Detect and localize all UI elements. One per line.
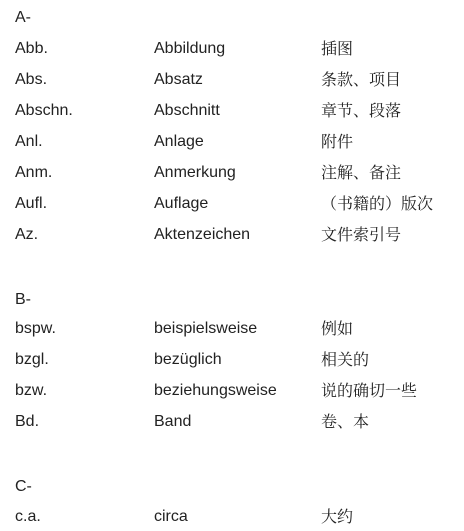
full-word: Band — [154, 413, 192, 430]
section-heading-c: C- — [15, 478, 32, 495]
chinese-meaning: 卷、本 — [321, 412, 370, 431]
abbreviation: Aufl. — [15, 195, 48, 212]
abbreviation: Abschn. — [15, 102, 73, 119]
chinese-meaning: 相关的 — [321, 350, 370, 369]
abbreviation: Anm. — [15, 164, 53, 181]
abbreviation: Anl. — [15, 133, 43, 150]
abbreviation: bzgl. — [15, 351, 49, 368]
section-heading-a: A- — [15, 9, 31, 26]
full-word: Abschnitt — [154, 102, 220, 119]
full-word: Abbildung — [154, 40, 226, 57]
full-word: Absatz — [154, 71, 203, 88]
full-word: Auflage — [154, 195, 209, 212]
full-word: circa — [154, 508, 188, 525]
chinese-meaning: 插图 — [321, 39, 354, 58]
table-row — [0, 506, 464, 528]
abbreviation: Az. — [15, 226, 39, 243]
chinese-meaning: 注解、备注 — [321, 163, 402, 182]
table-row — [0, 193, 464, 215]
chinese-meaning: 附件 — [321, 132, 354, 151]
abbreviation: c.a. — [15, 508, 41, 525]
table-row — [0, 100, 464, 122]
chinese-meaning: 大约 — [321, 507, 354, 526]
table-row — [0, 224, 464, 246]
chinese-meaning: 章节、段落 — [321, 101, 402, 120]
table-row — [0, 38, 464, 60]
abbreviation: bzw. — [15, 382, 48, 399]
abbreviation: Abs. — [15, 71, 48, 88]
chinese-meaning: 例如 — [321, 319, 354, 338]
full-word: bezüglich — [154, 351, 222, 368]
full-word: beispielsweise — [154, 320, 258, 337]
abbreviation: Bd. — [15, 413, 40, 430]
chinese-meaning: 说的确切一些 — [321, 381, 418, 400]
full-word: Anmerkung — [154, 164, 236, 181]
full-word: beziehungsweise — [154, 382, 277, 399]
chinese-meaning: （书籍的）版次 — [321, 194, 434, 213]
table-row — [0, 411, 464, 433]
table-row — [0, 162, 464, 184]
table-row — [0, 349, 464, 371]
table-row — [0, 131, 464, 153]
table-row — [0, 69, 464, 91]
abbreviation: bspw. — [15, 320, 56, 337]
chinese-meaning: 文件索引号 — [321, 225, 402, 244]
section-heading-b: B- — [15, 291, 31, 308]
full-word: Anlage — [154, 133, 204, 150]
table-row — [0, 318, 464, 340]
abbreviation: Abb. — [15, 40, 48, 57]
chinese-meaning: 条款、项目 — [321, 70, 402, 89]
full-word: Aktenzeichen — [154, 226, 251, 243]
table-row — [0, 380, 464, 402]
